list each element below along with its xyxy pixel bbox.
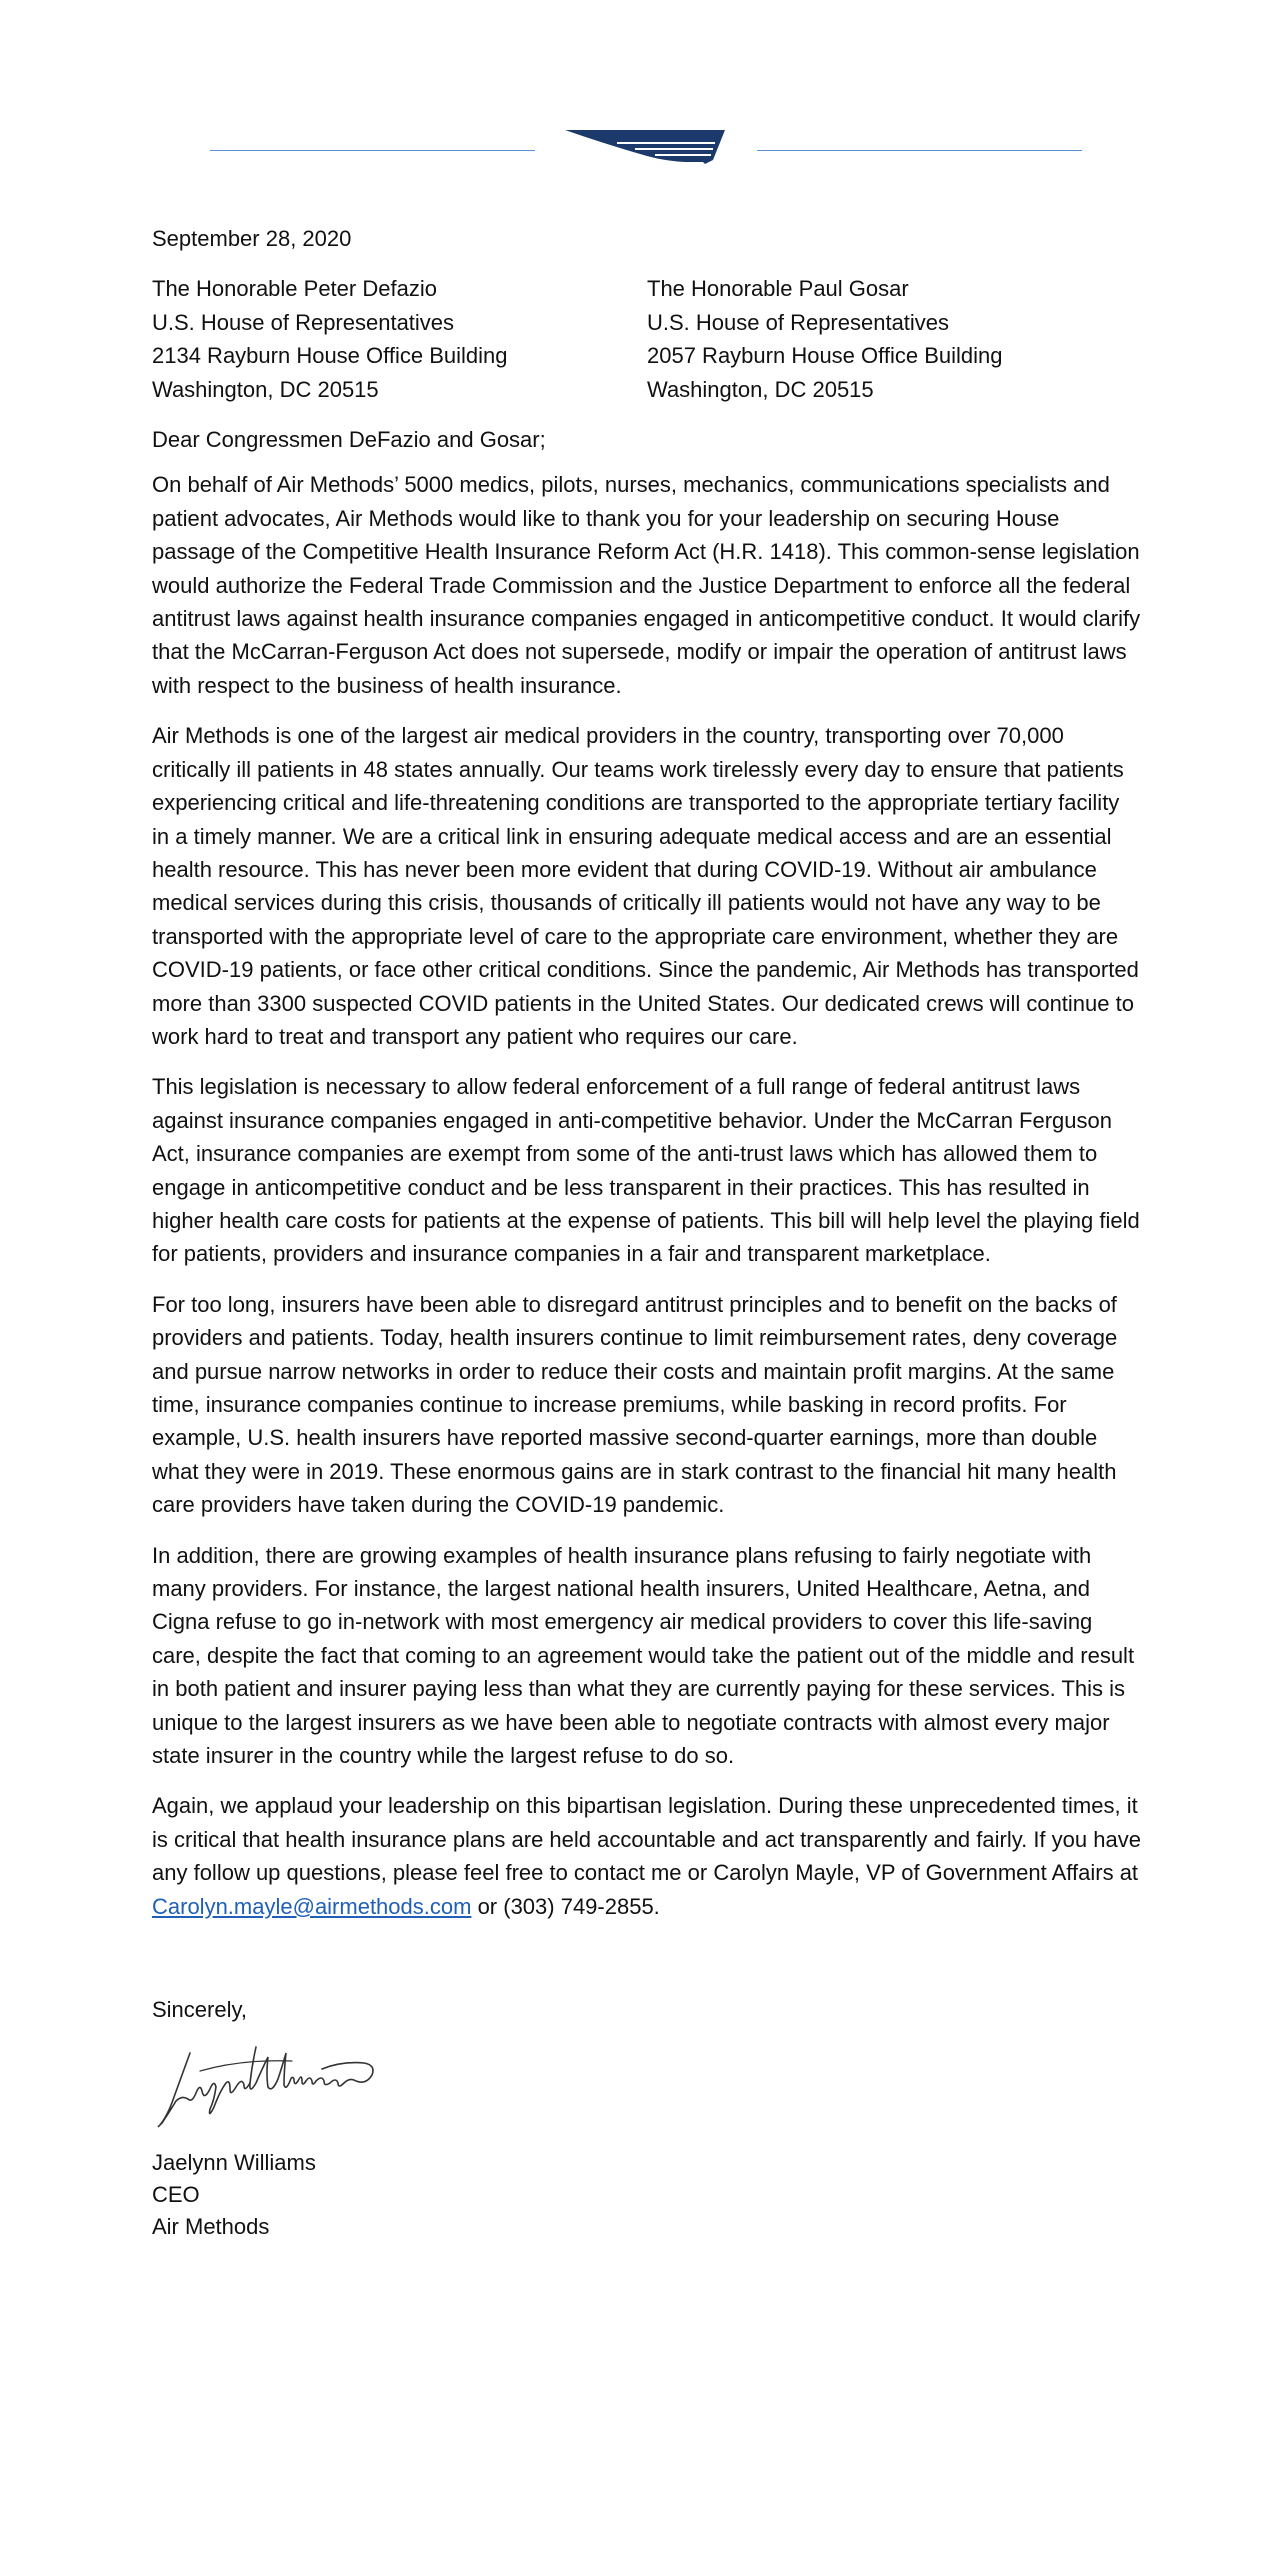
recipient-org: U.S. House of Representatives — [647, 309, 950, 335]
letterhead — [210, 128, 1082, 168]
recipient-addresses — [152, 272, 1142, 406]
closing: Sincerely, — [152, 1997, 247, 2023]
handwritten-signature-icon — [152, 2035, 382, 2135]
recipient-name: The Honorable Paul Gosar — [647, 276, 909, 302]
body-paragraph-2: Air Methods is one of the largest air medical providers in the country, transporting over 70,000 critically ill patients in 48 states annually. Our teams work tirelessly every day to ensure that patients experiencing critical and life-threatening conditions are transported to the appropriate tertiary facility in a timely manner. We are a critical link in ensuring adequate medical access and are an essential health resource. This has never been more evident that during COVID-19. Without air ambulance medical services during this crisis, thousands of critically ill patients would not have any way to be transported with the appropriate level of care to the appropriate care environment, whether they are COVID-19 patients, or face other critical conditions. Since the pandemic, Air Methods has transported more than 3300 suspected COVID patients in the United States. Our dedicated crews will continue to work hard to treat and transport any patient who requires our care. — [152, 723, 1139, 1049]
body-paragraph-5: In addition, there are growing examples of health insurance plans refusing to fairly negotiate with many providers. For instance, the largest national health insurers, United Healthcare, Aetna, and Cigna refuse to go in-network with most emergency air medical providers to cover this life-saving care, despite the fact that coming to an agreement would take the patient out of the middle and result in both patient and insurer paying less than what they are currently paying for these services. This is unique to the largest insurers as we have been able to negotiate contracts with almost every major state insurer in the country while the largest refuse to do so. — [152, 1542, 1135, 1769]
recipient-name: The Honorable Peter Defazio — [152, 276, 437, 302]
letterhead-rule-left — [210, 150, 535, 151]
contact-email-link[interactable]: Carolyn.mayle@airmethods.com — [152, 1893, 472, 1919]
body-paragraph-final — [152, 1789, 1142, 1923]
final-paragraph-text: Again, we applaud your leadership on this bipartisan legislation. During these unprecedented times, it is critical that health insurance plans are held accountable and act transparently and fairly. If you have any follow up questions, please feel free to contact me or Carolyn Mayle, VP of Government Affairs at — [152, 1793, 1141, 1886]
signer-title: CEO — [152, 2181, 200, 2207]
signer-company: Air Methods — [152, 2213, 270, 2239]
recipient-city: Washington, DC 20515 — [647, 376, 874, 402]
air-methods-wing-logo-icon — [565, 130, 725, 166]
recipient-building: 2134 Rayburn House Office Building — [152, 343, 508, 369]
signature-block — [152, 2147, 1142, 2243]
body-paragraph-1: On behalf of Air Methods’ 5000 medics, pilots, nurses, mechanics, communications specialists and patient advocates, Air Methods would like to thank you for your leadership on securing House passage of the Competitive Health Insurance Reform Act (H.R. 1418). This common-sense legislation would authorize the Federal Trade Commission and the Justice Department to enforce all the federal antitrust laws against health insurance companies engaged in anticompetitive conduct. It would clarify that the McCarran-Ferguson Act does not supersede, modify or impair the operation of antitrust laws with respect to the business of health insurance. — [152, 472, 1141, 698]
recipient-address-2 — [647, 272, 1142, 406]
recipient-address-1 — [152, 272, 647, 406]
letter-date: September 28, 2020 — [152, 226, 352, 251]
letter-body — [152, 222, 1142, 2243]
body-paragraph-4: For too long, insurers have been able to disregard antitrust principles and to benefit on the backs of providers and patients. Today, health insurers continue to limit reimbursement rates, deny coverage and pursue narrow networks in order to reduce their costs and maintain profit margins. At the same time, insurance companies continue to increase premiums, while basking in record profits. For example, U.S. health insurers have reported massive second-quarter earnings, more than double what they were in 2019. These enormous gains are in stark contrast to the financial hit many health care providers have taken during the COVID-19 pandemic. — [152, 1291, 1118, 1518]
final-paragraph-tail: or (303) 749-2855. — [471, 1893, 660, 1919]
recipient-building: 2057 Rayburn House Office Building — [647, 343, 1003, 369]
body-paragraph-3: This legislation is necessary to allow federal enforcement of a full range of federal antitrust laws against insurance companies engaged in anti-competitive behavior. Under the McCarran Ferguson Act, insurance companies are exempt from some of the anti-trust laws which has allowed them to engage in anticompetitive conduct and be less transparent in their practices. This has resulted in higher health care costs for patients at the expense of patients. This bill will help level the playing field for patients, providers and insurance companies in a fair and transparent marketplace. — [152, 1074, 1140, 1267]
salutation: Dear Congressmen DeFazio and Gosar; — [152, 427, 546, 453]
letterhead-rule-right — [757, 150, 1082, 151]
recipient-org: U.S. House of Representatives — [152, 309, 455, 335]
signer-name: Jaelynn Williams — [152, 2149, 316, 2175]
recipient-city: Washington, DC 20515 — [152, 376, 379, 402]
